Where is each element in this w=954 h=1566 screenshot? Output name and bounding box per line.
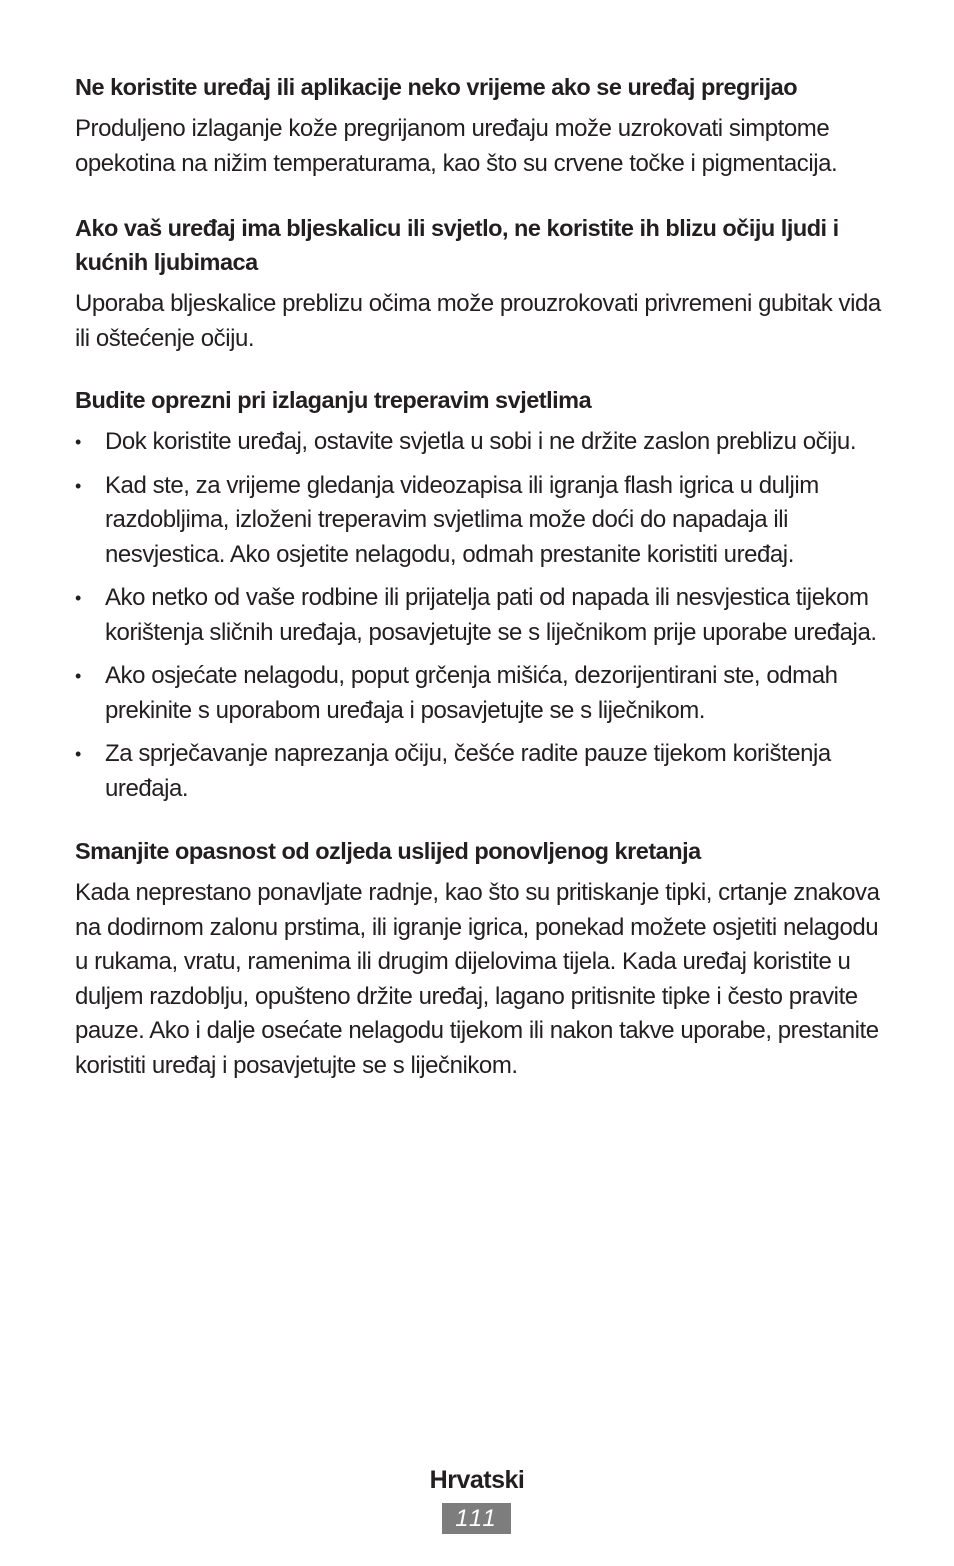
footer-language-label: Hrvatski	[429, 1466, 525, 1494]
page-content	[75, 70, 887, 1083]
section-repetitive-motion	[75, 834, 887, 1083]
list-item: • Ako osjećate nelagodu, poput grčenja mišića, dezorijentirani ste, odmah prekinite s uporabom uređaja i posavjetujte se s liječnikom.	[75, 659, 887, 728]
page-number-badge: 111	[442, 1503, 511, 1534]
section-flash-light	[75, 211, 887, 356]
section-body: Uporaba bljeskalice preblizu očima može prouzrokovati privremeni gubitak vida ili oštećenje očiju.	[75, 290, 881, 352]
list-item: • Ako netko od vaše rodbine ili prijatelja pati od napada ili nesvjestica tijekom korištenja sličnih uređaja, posavjetujte se s liječnikom prije uporabe uređaja.	[75, 581, 887, 650]
list-item: • Dok koristite uređaj, ostavite svjetla u sobi i ne držite zaslon preblizu očiju.	[75, 425, 887, 460]
bullet-list	[75, 425, 887, 806]
section-body: Produljeno izlaganje kože pregrijanom uređaju može uzrokovati simptome opekotina na nižim temperaturama, kao što su crvene točke i pigmentacija.	[75, 115, 838, 177]
section-heading: Ne koristite uređaj ili aplikacije neko vrijeme ako se uređaj pregrijao	[75, 74, 798, 100]
section-overheating	[75, 70, 887, 181]
list-item: • Kad ste, za vrijeme gledanja videozapisa ili igranja flash igrica u duljim razdobljima, izloženi treperavim svjetlima može doći do napadaja ili nesvjestica. Ako osjetite nelagodu, odmah prestanite koristiti uređaj.	[75, 469, 887, 573]
section-body: Kada neprestano ponavljate radnje, kao što su pritiskanje tipki, crtanje znakova na dodirnom zalonu prstima, ili igranje igrica, ponekad možete osjetiti nelagodu u rukama, vratu, ramenima ili drugim dijelovima tijela. Kada uređaj koristite u duljem razdoblju, opušteno držite uređaj, lagano pritisnite tipke i često pravite pauze. Ako i dalje osećate nelagodu tijekom ili nakon takve uporabe, prestanite koristiti uređaj i posavjetujte se s liječnikom.	[75, 879, 880, 1079]
section-heading: Smanjite opasnost od ozljeda uslijed ponovljenog kretanja	[75, 838, 701, 864]
list-item: • Za sprječavanje naprezanja očiju, češće radite pauze tijekom korištenja uređaja.	[75, 737, 887, 806]
section-heading: Budite oprezni pri izlaganju treperavim svjetlima	[75, 387, 592, 413]
section-flashing-lights	[75, 383, 887, 806]
section-heading: Ako vaš uređaj ima bljeskalicu ili svjetlo, ne koristite ih blizu očiju ljudi i kućnih ljubimaca	[75, 215, 839, 275]
